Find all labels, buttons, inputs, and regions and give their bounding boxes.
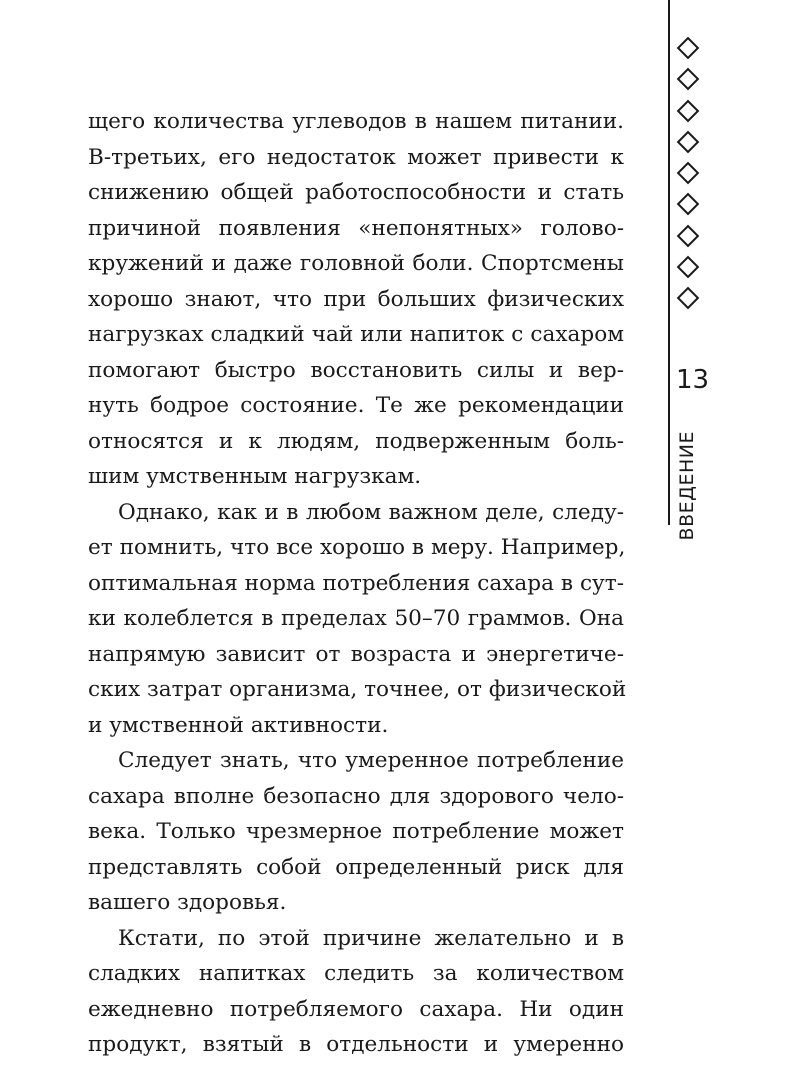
- text-line: сладких напитках следить за количеством: [88, 961, 624, 986]
- section-label: ВВЕДЕНИЕ: [676, 431, 698, 541]
- text-line: В-третьих, его недостаток может привести к: [88, 144, 624, 170]
- text-line: Однако, как и в любом важном деле, следу-: [118, 499, 624, 525]
- text-line: нуть бодрое состояние. Те же рекомендации: [88, 393, 624, 418]
- diamond-icon: [677, 256, 700, 279]
- text-line: относятся и к людям, подверженным боль-: [88, 428, 624, 454]
- text-line: продукт, взятый в отдельности и умеренно: [88, 1032, 624, 1057]
- text-line: оптимальная норма потребления сахара в сут-: [88, 570, 624, 596]
- diamond-icon: [677, 68, 700, 91]
- diamond-icon: [677, 99, 700, 122]
- text-line: и умственной активности.: [88, 712, 389, 738]
- diamond-icon: [677, 131, 700, 154]
- text-line: нагрузках сладкий чай или напиток с сахаром: [88, 322, 624, 347]
- text-line: ет помнить, что все хорошо в меру. Например,: [88, 535, 626, 560]
- paragraph: [88, 921, 624, 1063]
- text-line: Следует знать, что умеренное потребление: [118, 748, 624, 773]
- diamond-icon: [677, 224, 700, 247]
- paragraph: [88, 743, 624, 921]
- diamond-icon: [677, 287, 700, 310]
- page-number: 13: [676, 365, 710, 395]
- margin-rule: [668, 0, 670, 525]
- text-line: щего количества углеводов в нашем питании.: [88, 109, 624, 134]
- text-line: ки колеблется в пределах 50–70 граммов. Она: [88, 606, 624, 631]
- body-text: [88, 104, 627, 1063]
- text-line: напрямую зависит от возраста и энергетиче-: [88, 641, 624, 667]
- text-line: шим умственным нагрузкам.: [88, 464, 422, 489]
- text-line: века. Только чрезмерное потребление может: [88, 819, 624, 844]
- diamond-icon: [677, 37, 700, 60]
- diamond-ornament: [675, 40, 705, 322]
- text-line: сахара вполне безопасно для здорового чело-: [88, 783, 624, 809]
- paragraph: [88, 104, 624, 495]
- text-line: Кстати, по этой причине желательно и в: [118, 925, 624, 951]
- text-line: ских затрат организма, точнее, от физической: [88, 677, 627, 702]
- text-line: кружений и даже головной боли. Спортсмены: [88, 251, 624, 276]
- diamond-icon: [677, 162, 700, 185]
- text-line: представлять собой определенный риск для: [88, 854, 624, 880]
- diamond-icon: [677, 193, 700, 216]
- text-line: помогают быстро восстановить силы и вер-: [88, 357, 624, 383]
- paragraph: [88, 495, 627, 744]
- text-line: вашего здоровья.: [88, 890, 287, 915]
- text-line: хорошо знают, что при больших физических: [88, 286, 624, 312]
- text-line: снижению общей работоспособности и стать: [88, 180, 624, 205]
- text-line: причиной появления «непонятных» голово-: [88, 215, 624, 241]
- text-line: ежедневно потребляемого сахара. Ни один: [88, 996, 624, 1022]
